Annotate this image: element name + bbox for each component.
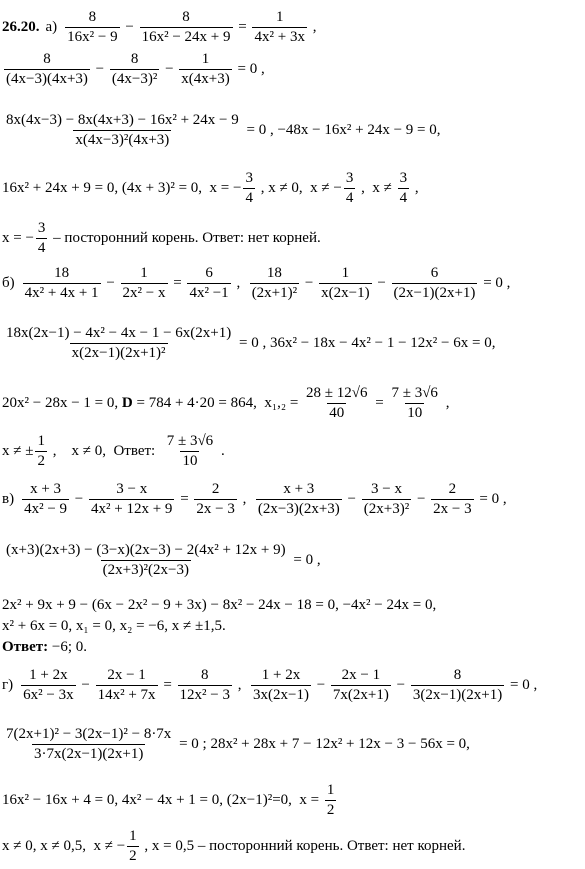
problem-number: 26.20.: [2, 18, 40, 35]
fraction: [304, 385, 369, 421]
fraction-denominator: 6x² − 3x: [23, 686, 74, 703]
fraction-denominator: (2x+3)²(2x−3): [102, 561, 190, 578]
fraction: [325, 782, 337, 818]
fraction-numerator: 28 ± 12√6: [306, 385, 368, 401]
fraction: [35, 433, 47, 469]
math-text: x² + 6x = 0, x₁ = 0, x₂ = −6, x ≠ ±1,5.: [2, 617, 226, 634]
fraction-denominator: x(2x−1)(2x+1)²: [71, 344, 166, 361]
fraction: [256, 481, 342, 517]
equation-line-b1: [2, 260, 510, 306]
equation-line-c3: [2, 595, 436, 615]
fraction-denominator: 4x² + 3x: [254, 28, 305, 45]
math-text: −: [121, 18, 138, 35]
math-text: =: [176, 490, 193, 507]
fraction-denominator: 4x² −1: [189, 284, 229, 301]
fraction-numerator: 3: [399, 170, 408, 186]
fraction-denominator: 10: [182, 452, 198, 469]
math-text: −: [102, 274, 119, 291]
math-text: , x ≠ 0, x ≠ −: [256, 179, 342, 196]
math-text: −: [301, 274, 318, 291]
fraction-numerator: 2: [448, 481, 457, 497]
math-text: = 0 ; 28x² + 28x + 7 − 12x² + 12x − 3 − 56x = 0,: [175, 735, 470, 752]
fraction-denominator: 4: [245, 189, 253, 206]
fraction-numerator: 6: [205, 265, 213, 281]
fraction-numerator: x + 3: [283, 481, 315, 497]
fraction-denominator: x(4x+3): [181, 70, 230, 87]
math-text: , x ≠ 0, Ответ:: [48, 442, 163, 459]
fraction-numerator: 18: [54, 265, 70, 281]
math-text: −: [312, 676, 329, 693]
fraction-numerator: 3: [37, 220, 46, 236]
equation-line-c2: [2, 534, 321, 586]
fraction: [187, 265, 230, 301]
fraction: [344, 170, 356, 206]
math-text: −6; 0.: [51, 638, 88, 655]
fraction-numerator: 8: [88, 9, 97, 25]
fraction-numerator: 2x − 1: [107, 667, 146, 683]
fraction: [22, 481, 69, 517]
fraction-numerator: 7 ± 3√6: [166, 433, 214, 449]
part-label: а): [45, 18, 58, 35]
math-text: – посторонний корень. Ответ: нет корней.: [49, 229, 321, 246]
math-text: ,: [232, 274, 248, 291]
fraction: [96, 667, 158, 703]
fraction-numerator: 1: [37, 433, 45, 449]
equation-line-a5: [2, 215, 321, 261]
math-text: = 0 , 36x² − 18x − 4x² − 1 − 12x² − 6x = 0,: [235, 334, 496, 351]
math-text: = 0 ,: [479, 274, 511, 291]
fraction: [431, 481, 473, 517]
fraction-denominator: (2x−3)(2x+3): [257, 500, 340, 517]
fraction-numerator: 1: [341, 265, 350, 281]
fraction-numerator: 1: [275, 9, 284, 25]
math-text: −: [71, 490, 88, 507]
part-label: в): [2, 490, 15, 507]
fraction-numerator: x + 3: [30, 481, 62, 497]
math-text: = 784 + 4·20 = 864, x₁,₂ =: [132, 394, 303, 411]
fraction: [251, 667, 311, 703]
fraction: [392, 265, 478, 301]
fraction-denominator: 2: [37, 452, 45, 469]
fraction-denominator: 2x² − x: [122, 284, 166, 301]
fraction-denominator: x(2x−1): [321, 284, 370, 301]
math-text: x ≠ 0, x ≠ 0,5, x ≠ −: [2, 837, 126, 854]
equation-line-b3: [2, 380, 449, 426]
math-text: ,: [411, 179, 419, 196]
equation-line-a3: [2, 105, 441, 155]
math-text: = 0 ,: [475, 490, 507, 507]
fraction-numerator: 18: [266, 265, 282, 281]
fraction: [127, 828, 139, 864]
equation-line-d3: [2, 777, 338, 823]
fraction: [4, 542, 288, 578]
math-text: , x = 0,5 – посторонний корень. Ответ: нет корней.: [140, 837, 466, 854]
part-label: б): [2, 274, 15, 291]
fraction: [411, 667, 504, 703]
fraction-numerator: 1: [326, 782, 335, 798]
math-text: ,: [238, 490, 254, 507]
math-text: ,: [441, 394, 450, 411]
fraction: [110, 51, 159, 87]
fraction-denominator: 4: [399, 189, 408, 206]
equation-line-b2: [2, 318, 495, 368]
math-text: −: [91, 60, 108, 77]
fraction-denominator: 4: [345, 189, 354, 206]
fraction: [389, 385, 439, 421]
math-text: =: [371, 394, 388, 411]
fraction: [4, 112, 241, 148]
fraction-denominator: x(4x−3)²(4x+3): [75, 131, 170, 148]
math-text: =: [169, 274, 186, 291]
fraction: [89, 481, 174, 517]
fraction-numerator: 6: [430, 265, 439, 281]
fraction-numerator: 1 + 2x: [29, 667, 68, 683]
fraction-numerator: 1: [140, 265, 148, 281]
math-text: = 0 , −48x − 16x² + 24x − 9 = 0,: [242, 121, 441, 138]
fraction-denominator: 3x(2x−1): [253, 686, 309, 703]
fraction-denominator: 2: [129, 847, 137, 864]
fraction-denominator: 40: [329, 404, 345, 421]
fraction: [331, 667, 391, 703]
part-label: г): [2, 676, 14, 693]
fraction: [250, 265, 299, 301]
fraction-denominator: (2x−1)(2x+1): [393, 284, 476, 301]
fraction: [4, 51, 90, 87]
fraction: [65, 9, 119, 45]
fraction-numerator: (x+3)(2x+3) − (3−x)(2x−3) − 2(4x² + 12x + 9): [6, 542, 286, 558]
math-text: x ≠ ±: [2, 442, 34, 459]
equation-line-c1: [2, 476, 507, 522]
fraction: [179, 51, 231, 87]
equation-line-c4: [2, 616, 226, 636]
fraction-numerator: 7(2x+1)² − 3(2x−1)² − 8·7x: [6, 726, 172, 742]
fraction: [194, 481, 236, 517]
math-text: −: [161, 60, 178, 77]
fraction: [21, 667, 75, 703]
math-text: =: [159, 676, 176, 693]
fraction-numerator: 8: [453, 667, 462, 683]
math-text: ,: [234, 676, 249, 693]
math-text: = 0 ,: [506, 676, 538, 693]
fraction-numerator: 3: [245, 170, 253, 186]
fraction-denominator: 3(2x−1)(2x+1): [412, 686, 503, 703]
math-text: 20x² − 28x − 1 = 0,: [2, 394, 122, 411]
math-text: −: [392, 676, 409, 693]
fraction-numerator: 7 ± 3√6: [391, 385, 438, 401]
math-text: −: [413, 490, 430, 507]
math-text: 16x² + 24x + 9 = 0, (4x + 3)² = 0, x = −: [2, 179, 242, 196]
fraction: [4, 726, 173, 762]
fraction-numerator: 1 + 2x: [261, 667, 301, 683]
fraction: [178, 667, 232, 703]
fraction: [252, 9, 306, 45]
fraction-denominator: 2x − 3: [433, 500, 472, 517]
fraction-denominator: 10: [407, 404, 423, 421]
fraction-numerator: 2: [211, 481, 220, 497]
equation-line-a4: [2, 165, 419, 211]
fraction-numerator: 8: [43, 51, 51, 67]
fraction-denominator: (2x+3)²: [363, 500, 410, 517]
fraction: [165, 433, 215, 469]
fraction: [319, 265, 371, 301]
equation-line-b4: [2, 428, 225, 474]
fraction-numerator: 8: [201, 667, 209, 683]
fraction: [121, 265, 168, 301]
equation-line-d2: [2, 720, 470, 768]
math-text: ,: [308, 18, 317, 35]
fraction-numerator: 8x(4x−3) − 8x(4x+3) − 16x² + 24x − 9: [6, 112, 239, 128]
math-text: −: [77, 676, 94, 693]
fraction: [140, 9, 233, 45]
fraction-numerator: 1: [201, 51, 210, 67]
fraction-denominator: 4: [37, 239, 46, 256]
equation-line-c5: [2, 637, 87, 657]
equation-line-d1: [2, 662, 537, 708]
math-text: , x ≠: [357, 179, 396, 196]
fraction-numerator: 3 − x: [116, 481, 148, 497]
fraction: [4, 325, 233, 361]
fraction-numerator: 2x − 1: [341, 667, 381, 683]
math-text: = 0 ,: [289, 551, 321, 568]
fraction-numerator: 8: [182, 9, 190, 25]
math-text: −: [373, 274, 390, 291]
fraction-numerator: 3: [345, 170, 354, 186]
fraction-denominator: 16x² − 24x + 9: [141, 28, 231, 45]
fraction: [23, 265, 101, 301]
equation-line-a1: [2, 4, 316, 50]
fraction-denominator: (4x−3)(4x+3): [6, 70, 88, 87]
fraction-denominator: 2: [326, 801, 335, 818]
fraction-denominator: 16x² − 9: [67, 28, 118, 45]
fraction: [243, 170, 255, 206]
fraction-denominator: 14x² + 7x: [97, 686, 156, 703]
equation-line-d4: [2, 826, 465, 866]
fraction: [362, 481, 411, 517]
fraction-denominator: (4x−3)²: [111, 70, 158, 87]
math-text: 2x² + 9x + 9 − (6x − 2x² − 9 + 3x) − 8x² − 24x − 18 = 0, −4x² − 24x = 0,: [2, 596, 437, 613]
math-text: .: [217, 442, 225, 459]
math-text: = 0 ,: [233, 60, 265, 77]
fraction: [36, 220, 48, 256]
fraction-numerator: 8: [130, 51, 139, 67]
fraction-numerator: 3 − x: [370, 481, 402, 497]
math-text: =: [234, 18, 251, 35]
fraction-denominator: 4x² + 4x + 1: [24, 284, 99, 301]
fraction-numerator: 18x(2x−1) − 4x² − 4x − 1 − 6x(2x+1): [6, 325, 232, 341]
fraction-denominator: 2x − 3: [196, 500, 235, 517]
fraction-denominator: 4x² + 12x + 9: [91, 500, 173, 517]
fraction-denominator: 12x² − 3: [179, 686, 230, 703]
fraction-denominator: (2x+1)²: [251, 284, 298, 301]
math-text: −: [343, 490, 360, 507]
bold-text: Ответ:: [2, 638, 52, 655]
bold-text: D: [121, 394, 133, 411]
fraction-numerator: 1: [129, 828, 137, 844]
fraction-denominator: 7x(2x+1): [332, 686, 389, 703]
math-text: 16x² − 16x + 4 = 0, 4x² − 4x + 1 = 0, (2x−1)²=0, x =: [2, 791, 323, 808]
fraction: [398, 170, 410, 206]
math-text: x = −: [2, 229, 34, 246]
equation-line-a2: [2, 46, 265, 92]
fraction-denominator: 3·7x(2x−1)(2x+1): [33, 745, 144, 762]
fraction-denominator: 4x² − 9: [24, 500, 68, 517]
